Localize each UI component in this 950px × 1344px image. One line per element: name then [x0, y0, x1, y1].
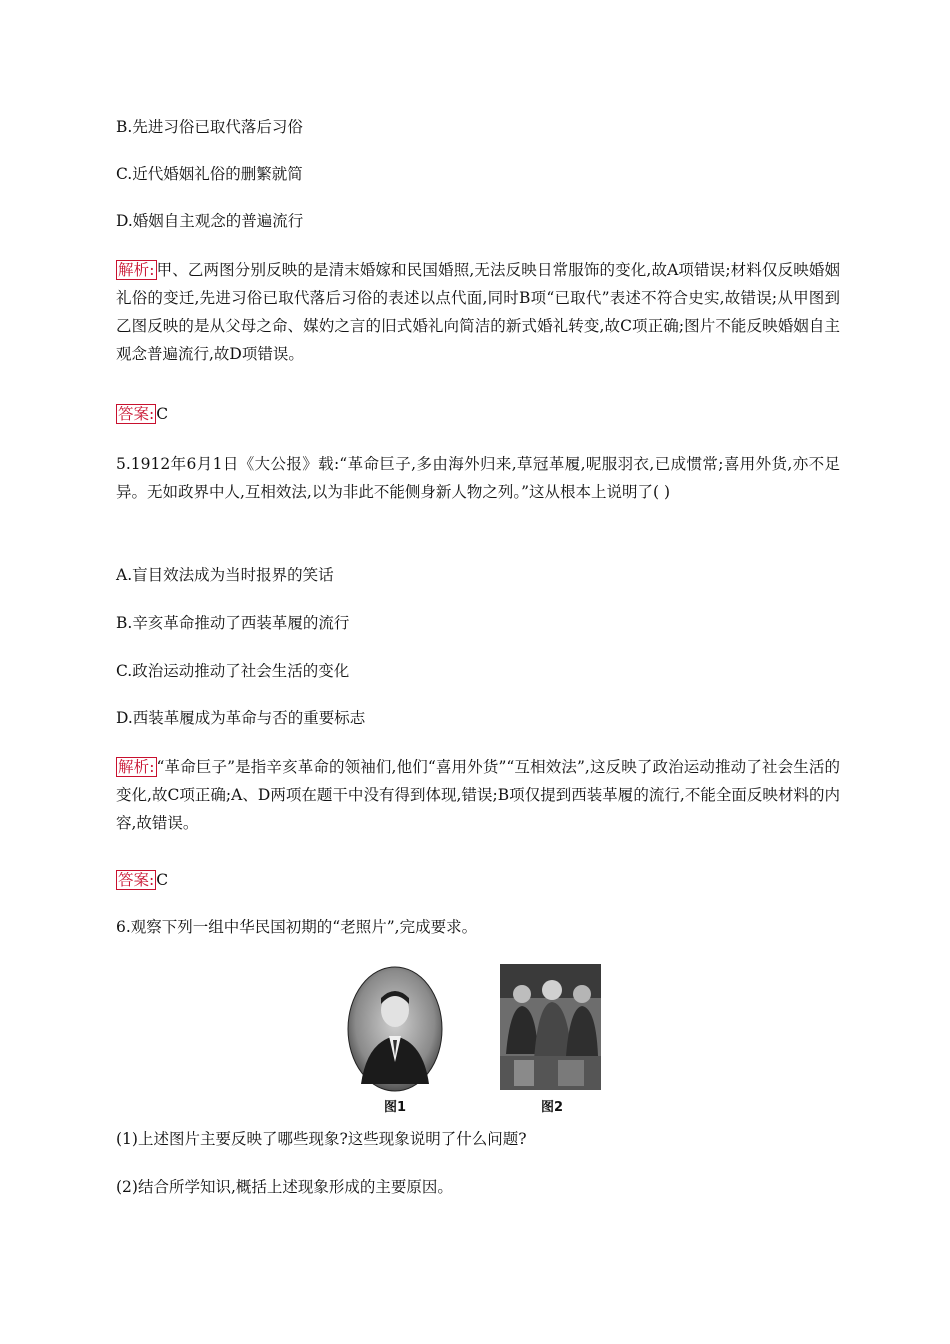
analysis-label: 解析: [118, 261, 155, 279]
analysis-label: 解析: [118, 758, 155, 776]
analysis-text: “革命巨子”是指辛亥革命的领袖们,他们“喜用外货”“互相效法”,这反映了政治运动推动了社会生活的变化,故C项正确;A、D两项在题干中没有得到体现,错误;B项仅提到西装革履的流行,不能全面反映材料的内容,故错误。 [116, 758, 840, 832]
q5-option-c: C.政治运动推动了社会生活的变化 [116, 662, 350, 680]
q6-subquestion-2: (2)结合所学知识,概括上述现象形成的主要原因。 [116, 1178, 453, 1196]
q4-answer [116, 404, 836, 424]
q5-option-a: A.盲目效法成为当时报界的笑话 [116, 566, 334, 584]
figure-2-group-photo [500, 964, 601, 1090]
photo-figures [0, 962, 950, 1115]
analysis-text: 甲、乙两图分别反映的是清末婚嫁和民国婚照,无法反映日常服饰的变化,故A项错误;材料仅反映婚姻礼俗的变迁,先进习俗已取代落后习俗的表述以点代面,同时B项“已取代”表述不符合史实,故错误;从甲图到乙图反映的是从父母之命、媒妁之言的旧式婚礼向简洁的新式婚礼转变,故C项正确;图片不能反映婚姻自主观念普遍流行,故D项错误。 [116, 261, 840, 363]
q4-analysis [116, 256, 840, 368]
answer-value: C [156, 405, 169, 423]
q5-stem: 5.1912年6月1日《大公报》载:“革命巨子,多由海外归来,草冠革履,呢服羽衣,已成惯常;喜用外货,亦不足异。无如政界中人,互相效法,以为非此不能侧身新人物之列。”这从根本上说明了( ) [116, 455, 840, 501]
q5-analysis [116, 753, 840, 837]
q5-option-d: D.西装革履成为革命与否的重要标志 [116, 709, 366, 727]
q5-answer [116, 870, 836, 890]
answer-label: 答案: [118, 405, 155, 423]
q6-subquestion-1: (1)上述图片主要反映了哪些现象?这些现象说明了什么问题? [116, 1130, 527, 1148]
q4-option-d: D.婚姻自主观念的普遍流行 [116, 212, 304, 230]
figure-2-caption: 图2 [541, 1100, 564, 1115]
figure-1-portrait-photo [347, 966, 443, 1092]
q4-option-b: B.先进习俗已取代落后习俗 [116, 118, 303, 136]
q6-stem: 6.观察下列一组中华民国初期的“老照片”,完成要求。 [116, 918, 478, 936]
q5-option-b: B.辛亥革命推动了西装革履的流行 [116, 614, 350, 632]
answer-label: 答案: [118, 871, 155, 889]
answer-value: C [156, 871, 169, 889]
figure-1-caption: 图1 [384, 1100, 407, 1115]
q4-option-c: C.近代婚姻礼俗的删繁就简 [116, 165, 303, 183]
